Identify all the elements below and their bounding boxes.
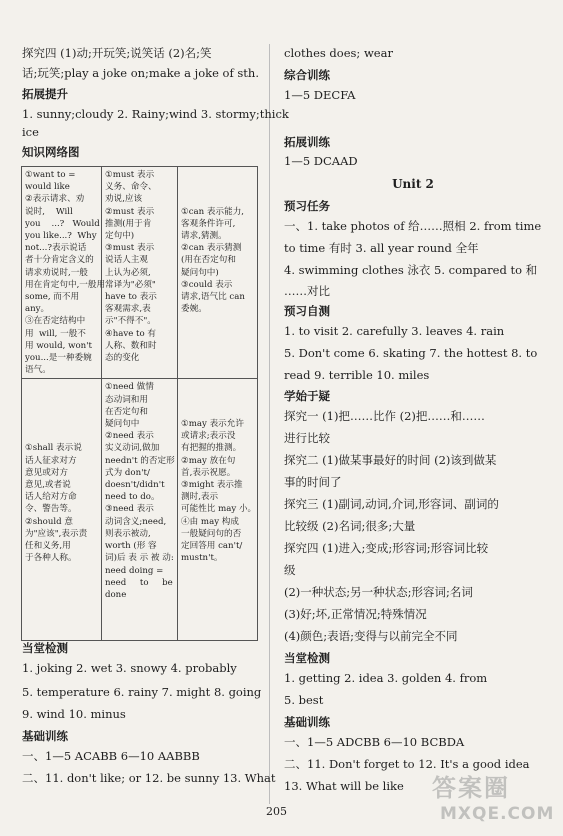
left-line-1: 探究四 (1)动;开玩笑;说笑话 (2)名;笑 <box>22 46 212 60</box>
right-line-7: ……对比 <box>284 284 330 298</box>
right-line-12: 进行比较 <box>284 431 330 445</box>
right-line-17: 探究四 (1)进入;变成;形容词;形容词比较 <box>284 541 489 555</box>
right-line-8: 1. to visit 2. carefully 3. leaves 4. rain <box>284 324 505 338</box>
heading-knowledge-network: 知识网络图 <box>22 145 80 159</box>
right-line-20: (3)好;坏,正常情况;特殊情况 <box>284 607 427 621</box>
right-line-15: 探究三 (1)副词,动词,介词,形容词、副词的 <box>284 497 499 511</box>
table-cell <box>102 167 178 379</box>
page-number: 205 <box>266 805 287 818</box>
left-line-5: 1. joking 2. wet 3. snowy 4. probably <box>22 661 237 675</box>
right-line-3: 1—5 DCAAD <box>284 154 358 168</box>
right-line-11: 探究一 (1)把……比作 (2)把……和…… <box>284 409 485 423</box>
left-line-4: ice <box>22 125 39 139</box>
right-line-5: to time 有时 3. all year round 全年 <box>284 241 479 255</box>
heading-extension-improvement: 拓展提升 <box>22 87 68 101</box>
table-cell <box>22 167 106 379</box>
table-cell-text: ①want to = would like ②表示请求、劝 说时, Will you ...? Would you like...? Why not...?表示说话 者十分肯定含义的 请求劝说时,一般 用在肯定句中,一般用 some, 而不用 any。 ③在否定结构中 用 will, 一般不 用 would, won't you...是一种委婉 语气。 <box>25 170 106 376</box>
left-line-2: 话;玩笑;play a joke on;make a joke of sth. <box>22 66 259 80</box>
right-line-24: 一、1—5 ADCBB 6—10 BCBDA <box>284 735 465 749</box>
heading-preview-task: 预习任务 <box>284 199 330 213</box>
right-line-21: (4)颜色;表语;变得与以前完全不同 <box>284 629 458 643</box>
left-line-6: 5. temperature 6. rainy 7. might 8. going <box>22 685 262 699</box>
table-cell <box>178 167 258 379</box>
heading-in-class-test-right: 当堂检测 <box>284 651 330 665</box>
watermark-domain-text: MXQE.COM <box>440 804 555 824</box>
right-line-1: clothes does; wear <box>284 46 393 60</box>
heading-in-class-test: 当堂检测 <box>22 641 68 655</box>
right-line-19: (2)一种状态;另一种状态;形容词;名词 <box>284 585 473 599</box>
table-cell-text: ①shall 表示说 话人征求对方 意见或对方 意见,或者说 话人给对方命 令、警告等。 ②should 意 为"应该",表示责 任和义务,用 于各种人称。 <box>25 443 88 564</box>
table-cell-text: ①may 表示允许 或请求;表示没 有把握的推测。 ②may 放在句 首,表示祝愿。 ③might 表示推 测时,表示 可能性比 may 小。 ④由 may 构成 一般疑问句的否 定回答用 can't/ mustn't。 <box>181 419 257 564</box>
right-line-26: 13. What will be like <box>284 779 404 793</box>
unit-title: Unit 2 <box>392 177 434 191</box>
table-cell-text: ①need 做情 态动词和用 在否定句和 疑问句中 ②need 表示 实义动词,做加 needn't 的否定形 式为 don't/ doesn't/didn't need to do。 ③need 表示 动词含义;need, 则表示被动, worth (形 容 词)后 表 示 被 动: need doing = need to be done <box>105 382 175 600</box>
table-cell-text: ①must 表示 义务、命令、 劝说,应该 ②must 表示 推测(用于肯 定句中) ③must 表示 说话人主观 上认为必须, 常译为"必须" have to 表示 客观需求,表 示"不得不"。 ④have to 有 人称、数和时 态的变化 <box>105 170 157 364</box>
left-line-8: 一、1—5 ACABB 6—10 AABBB <box>22 749 200 763</box>
right-line-6: 4. swimming clothes 泳衣 5. compared to 和 <box>284 263 538 277</box>
watermark-logo-text: 答案圈 <box>432 774 510 802</box>
heading-learning-starts-doubt: 学始于疑 <box>284 389 330 403</box>
left-line-3: 1. sunny;cloudy 2. Rainy;wind 3. stormy;thick <box>22 107 289 121</box>
table-cell <box>178 379 258 641</box>
right-line-13: 探究二 (1)做某事最好的时间 (2)该到做某 <box>284 453 497 467</box>
right-line-4: 一、1. take photos of 给……照相 2. from time <box>284 219 542 233</box>
heading-extension-training: 拓展训练 <box>284 135 330 149</box>
knowledge-network-table <box>21 166 258 641</box>
right-line-22: 1. getting 2. idea 3. golden 4. from <box>284 671 488 685</box>
heading-basic-training-right: 基础训练 <box>284 715 330 729</box>
table-cell <box>102 379 178 641</box>
table-cell <box>22 379 102 641</box>
left-line-7: 9. wind 10. minus <box>22 707 126 721</box>
right-line-9: 5. Don't come 6. skating 7. the hottest 8. to <box>284 346 538 360</box>
heading-basic-training: 基础训练 <box>22 729 68 743</box>
left-line-9: 二、11. don't like; or 12. be sunny 13. What <box>22 771 276 785</box>
heading-preview-self-test: 预习自测 <box>284 304 330 318</box>
heading-comprehensive-training: 综合训练 <box>284 68 330 82</box>
table-row <box>22 379 258 641</box>
right-line-2: 1—5 DECFA <box>284 88 356 102</box>
right-line-14: 事的时间了 <box>284 475 342 489</box>
column-divider <box>269 44 270 804</box>
right-line-16: 比较级 (2)名词;很多;大量 <box>284 519 416 533</box>
table-row <box>22 167 258 379</box>
right-line-10: read 9. terrible 10. miles <box>284 368 430 382</box>
right-line-25: 二、11. Don't forget to 12. It's a good idea <box>284 757 530 771</box>
right-line-23: 5. best <box>284 693 324 707</box>
right-line-18: 级 <box>284 563 296 577</box>
table-cell-text: ①can 表示能力, 客观条件许可, 请求,猜测。 ②can 表示猜测 (用在否定句和 疑问句中) ③could 表示 请求,语气比 can 委婉。 <box>181 206 245 315</box>
